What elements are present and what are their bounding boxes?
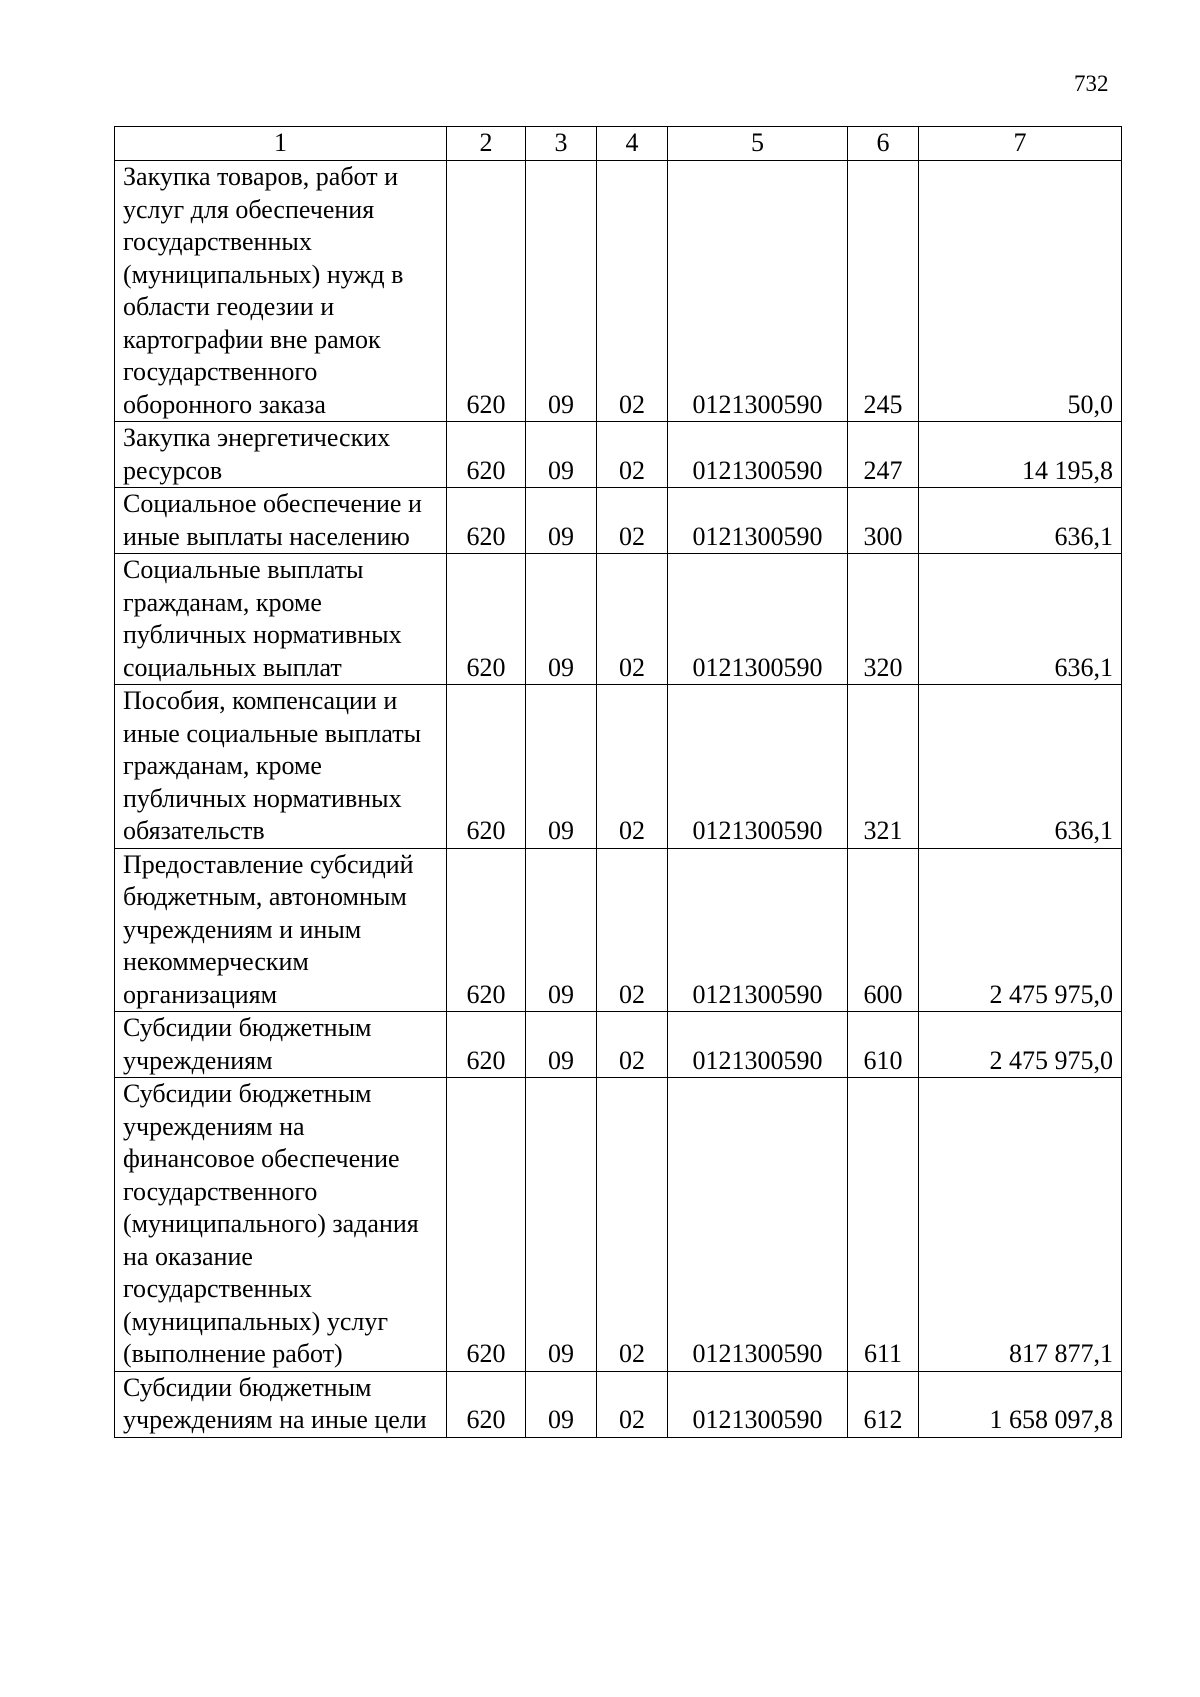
- amount: 636,1: [919, 685, 1122, 849]
- admin-code: 620: [447, 848, 526, 1012]
- subsection-code: 02: [597, 488, 668, 554]
- amount: 636,1: [919, 554, 1122, 685]
- subsection-code: 02: [597, 1078, 668, 1372]
- target-article-code: 0121300590: [668, 1078, 848, 1372]
- table-row: [115, 554, 1122, 685]
- column-header-6: 6: [848, 127, 919, 161]
- section-code: 09: [526, 422, 597, 488]
- target-article-code: 0121300590: [668, 685, 848, 849]
- row-name: Закупка товаров, работ и услуг для обеспечения государственных (муниципальных) нужд в области геодезии и картографии вне рамок государственного оборонного заказа: [115, 161, 447, 422]
- expense-type-code: 610: [848, 1012, 919, 1078]
- admin-code: 620: [447, 1012, 526, 1078]
- table-row: [115, 1371, 1122, 1437]
- admin-code: 620: [447, 1371, 526, 1437]
- column-header-3: 3: [526, 127, 597, 161]
- amount: 1 658 097,8: [919, 1371, 1122, 1437]
- subsection-code: 02: [597, 422, 668, 488]
- target-article-code: 0121300590: [668, 422, 848, 488]
- row-name: Предоставление субсидий бюджетным, автономным учреждениям и иным некоммерческим организациям: [115, 848, 447, 1012]
- amount: 636,1: [919, 488, 1122, 554]
- row-name: Субсидии бюджетным учреждениям: [115, 1012, 447, 1078]
- expense-type-code: 320: [848, 554, 919, 685]
- expense-type-code: 321: [848, 685, 919, 849]
- table-row: [115, 1078, 1122, 1372]
- admin-code: 620: [447, 488, 526, 554]
- column-header-1: 1: [115, 127, 447, 161]
- section-code: 09: [526, 554, 597, 685]
- section-code: 09: [526, 1371, 597, 1437]
- amount: 2 475 975,0: [919, 1012, 1122, 1078]
- subsection-code: 02: [597, 1012, 668, 1078]
- subsection-code: 02: [597, 685, 668, 849]
- row-name: Социальное обеспечение и иные выплаты населению: [115, 488, 447, 554]
- section-code: 09: [526, 848, 597, 1012]
- target-article-code: 0121300590: [668, 848, 848, 1012]
- table-row: [115, 161, 1122, 422]
- column-header-4: 4: [597, 127, 668, 161]
- subsection-code: 02: [597, 554, 668, 685]
- expense-type-code: 300: [848, 488, 919, 554]
- section-code: 09: [526, 161, 597, 422]
- table-row: [115, 1012, 1122, 1078]
- amount: 50,0: [919, 161, 1122, 422]
- subsection-code: 02: [597, 1371, 668, 1437]
- row-name: Субсидии бюджетным учреждениям на финансовое обеспечение государственного (муниципального) задания на оказание государственных (муниципальных) услуг (выполнение работ): [115, 1078, 447, 1372]
- admin-code: 620: [447, 161, 526, 422]
- expense-type-code: 247: [848, 422, 919, 488]
- section-code: 09: [526, 488, 597, 554]
- target-article-code: 0121300590: [668, 1012, 848, 1078]
- subsection-code: 02: [597, 161, 668, 422]
- row-name: Социальные выплаты гражданам, кроме публичных нормативных социальных выплат: [115, 554, 447, 685]
- subsection-code: 02: [597, 848, 668, 1012]
- target-article-code: 0121300590: [668, 554, 848, 685]
- admin-code: 620: [447, 1078, 526, 1372]
- expense-type-code: 611: [848, 1078, 919, 1372]
- table-row: [115, 848, 1122, 1012]
- amount: 817 877,1: [919, 1078, 1122, 1372]
- column-header-7: 7: [919, 127, 1122, 161]
- table-row: [115, 422, 1122, 488]
- row-name: Закупка энергетических ресурсов: [115, 422, 447, 488]
- section-code: 09: [526, 685, 597, 849]
- table-row: [115, 685, 1122, 849]
- expense-type-code: 600: [848, 848, 919, 1012]
- admin-code: 620: [447, 422, 526, 488]
- target-article-code: 0121300590: [668, 488, 848, 554]
- table-row: [115, 488, 1122, 554]
- admin-code: 620: [447, 554, 526, 685]
- expense-type-code: 612: [848, 1371, 919, 1437]
- target-article-code: 0121300590: [668, 1371, 848, 1437]
- section-code: 09: [526, 1012, 597, 1078]
- budget-table: [114, 126, 1122, 1438]
- section-code: 09: [526, 1078, 597, 1372]
- column-header-2: 2: [447, 127, 526, 161]
- column-header-5: 5: [668, 127, 848, 161]
- expense-type-code: 245: [848, 161, 919, 422]
- amount: 14 195,8: [919, 422, 1122, 488]
- target-article-code: 0121300590: [668, 161, 848, 422]
- admin-code: 620: [447, 685, 526, 849]
- row-name: Субсидии бюджетным учреждениям на иные цели: [115, 1371, 447, 1437]
- table-header-row: [115, 127, 1122, 161]
- page-number: 732: [1074, 71, 1109, 96]
- amount: 2 475 975,0: [919, 848, 1122, 1012]
- row-name: Пособия, компенсации и иные социальные выплаты гражданам, кроме публичных нормативных обязательств: [115, 685, 447, 849]
